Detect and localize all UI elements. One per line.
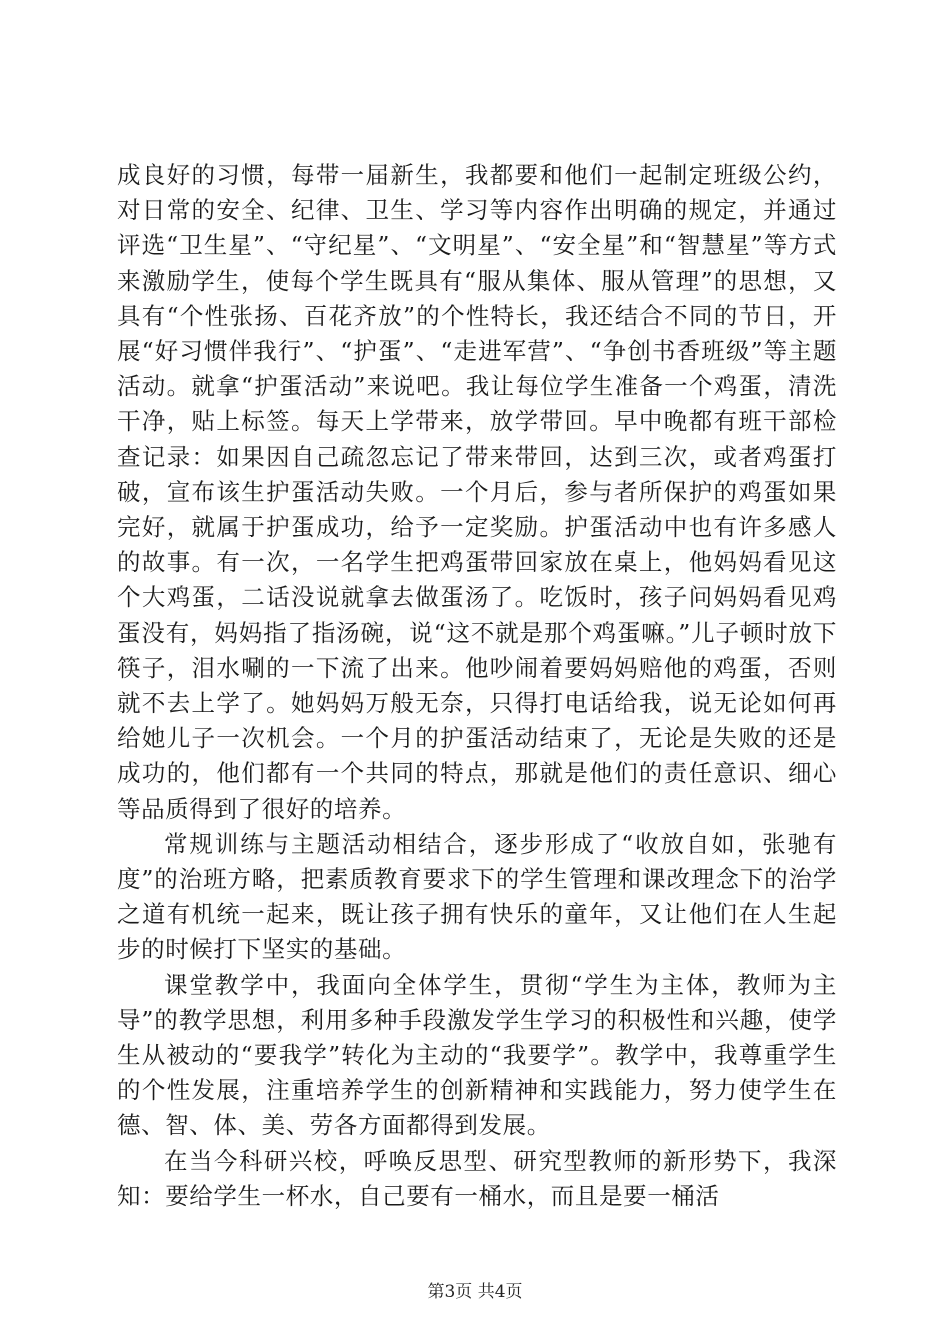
paragraph-classroom-teaching: 课堂教学中，我面向全体学生，贯彻“学生为主体，教师为主导”的教学思想，利用多种手段激发学生学习的积极性和兴趣，使学生从被动的“要我学”转化为主动的“我要学”。教学中，我尊重学生的个性发展，注重培养学生的创新精神和实践能力，努力使学生在德、智、体、美、劳各方面都得到发展。 bbox=[117, 970, 837, 1140]
paragraph-research: 在当今科研兴校，呼唤反思型、研究型教师的新形势下，我深知：要给学生一杯水，自己要有一桶水，而且是要一桶活 bbox=[117, 1146, 837, 1210]
paragraph-class-management: 成良好的习惯，每带一届新生，我都要和他们一起制定班级公约，对日常的安全、纪律、卫生、学习等内容作出明确的规定，并通过评选“卫生星”、“守纪星”、“文明星”、“安全星”和“智慧星”等方式来激励学生，使每个学生既具有“服从集体、服从管理”的思想，又具有“个性张扬、百花齐放”的个性特长，我还结合不同的节日，开展“好习惯伴我行”、“护蛋”、“走进军营”、“争创书香班级”等主题活动。就拿“护蛋活动”来说吧。我让每位学生准备一个鸡蛋，清洗干净，贴上标签。每天上学带来，放学带回。早中晚都有班干部检查记录：如果因自己疏忽忘记了带来带回，达到三次，或者鸡蛋打破，宣布该生护蛋活动失败。一个月后，参与者所保护的鸡蛋如果完好，就属于护蛋成功，给予一定奖励。护蛋活动中也有许多感人的故事。有一次，一名学生把鸡蛋带回家放在桌上，他妈妈看见这个大鸡蛋，二话没说就拿去做蛋汤了。吃饭时，孩子问妈妈看见鸡蛋没有，妈妈指了指汤碗，说“这不就是那个鸡蛋嘛。”儿子顿时放下筷子，泪水唰的一下流了出来。他吵闹着要妈妈赔他的鸡蛋，否则就不去上学了。她妈妈万般无奈，只得打电话给我，说无论如何再给她儿子一次机会。一个月的护蛋活动结束了，无论是失败的还是成功的，他们都有一个共同的特点，那就是他们的责任意识、细心等品质得到了很好的培养。 bbox=[117, 161, 837, 823]
page-number-footer: 第3页 共4页 bbox=[427, 1282, 523, 1302]
paragraph-routine-training: 常规训练与主题活动相结合，逐步形成了“收放自如，张驰有度”的治班方略，把素质教育要求下的学生管理和课改理念下的治学之道有机统一起来，既让孩子拥有快乐的童年，又让他们在人生起步的时候打下坚实的基础。 bbox=[117, 829, 837, 964]
document-body bbox=[117, 158, 837, 1214]
